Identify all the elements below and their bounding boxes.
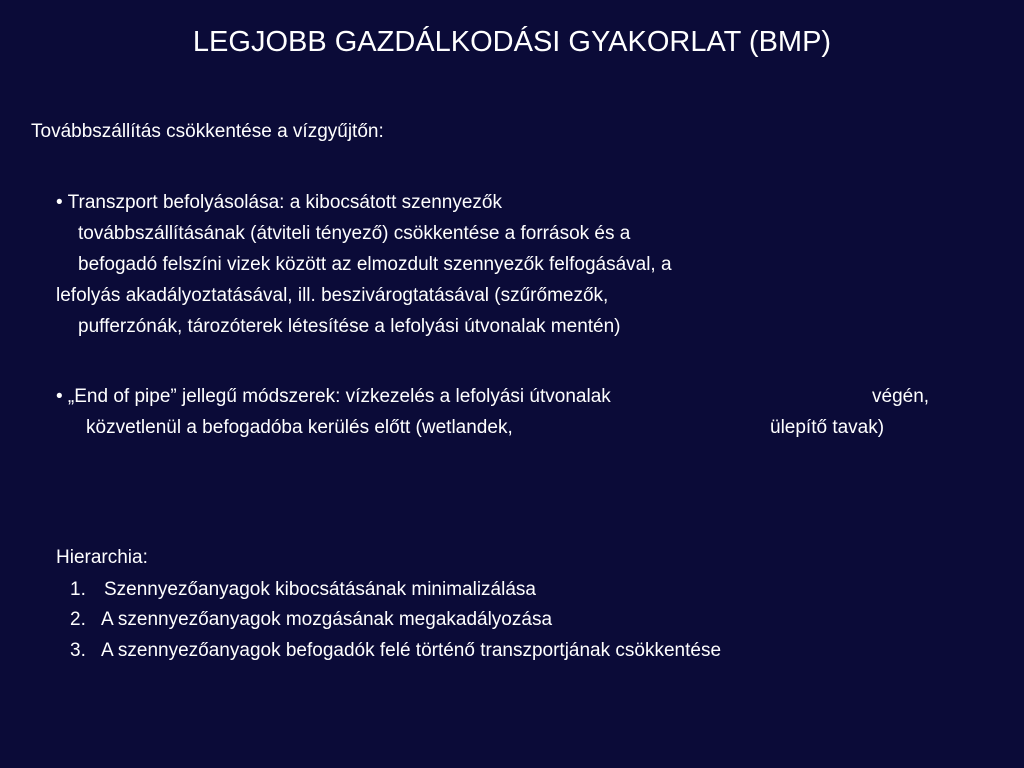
- bullet-end-of-pipe-line-1a: • „End of pipe” jellegű módszerek: vízkezelés a lefolyási útvonalak: [56, 386, 611, 407]
- bullet-transport-line-4: lefolyás akadályoztatásával, ill. beszivárogtatásával (szűrőmezők,: [56, 285, 609, 306]
- bullet-transport-line-1: • Transzport befolyásolása: a kibocsátott szennyezők: [56, 192, 502, 213]
- bullet-transport-line-3: befogadó felszíni vizek között az elmozdult szennyezők felfogásával, a: [78, 254, 672, 275]
- bullet-end-of-pipe-line-2a: közvetlenül a befogadóba kerülés előtt (wetlandek,: [86, 417, 513, 438]
- hierarchy-item-1-number: 1.: [70, 579, 86, 600]
- hierarchy-item-1-text: Szennyezőanyagok kibocsátásának minimalizálása: [104, 579, 536, 600]
- slide-title: LEGJOBB GAZDÁLKODÁSI GYAKORLAT (BMP): [192, 26, 832, 58]
- section-heading: Továbbszállítás csökkentése a vízgyűjtőn:: [31, 121, 384, 142]
- hierarchy-item-2-text: A szennyezőanyagok mozgásának megakadályozása: [101, 609, 553, 630]
- bullet-end-of-pipe-line-1b: végén,: [872, 386, 930, 407]
- bullet-end-of-pipe-line-2b: ülepítő tavak): [770, 417, 885, 438]
- hierarchy-item-3-text: A szennyezőanyagok befogadók felé történő transzportjának csökkentése: [101, 640, 722, 661]
- bullet-transport-line-5: pufferzónák, tározóterek létesítése a lefolyási útvonalak mentén): [78, 316, 621, 337]
- hierarchy-item-2-number: 2.: [70, 609, 86, 630]
- hierarchy-item-3-number: 3.: [70, 640, 86, 661]
- bullet-transport-line-2: továbbszállításának (átviteli tényező) csökkentése a források és a: [78, 223, 631, 244]
- hierarchy-title: Hierarchia:: [56, 547, 148, 568]
